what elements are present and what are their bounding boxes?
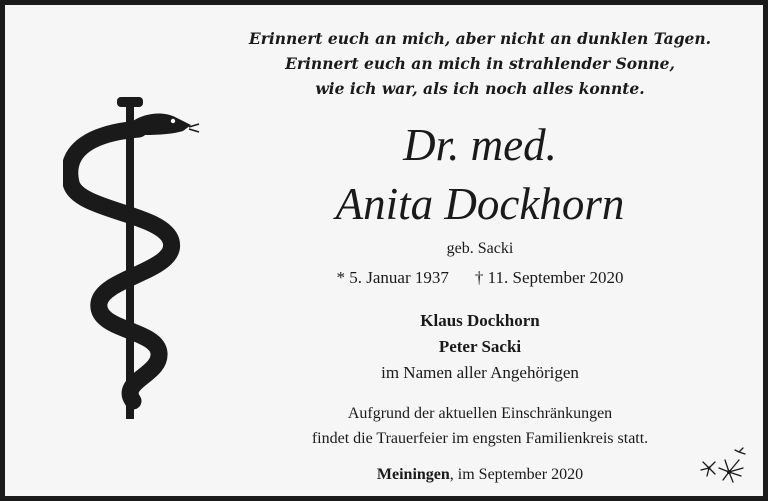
place-name: Meiningen — [376, 466, 450, 483]
death-date: † 11. September 2020 — [474, 268, 624, 287]
poem-line: wie ich war, als ich noch alles konnte. — [315, 79, 645, 98]
staff-of-asclepius-icon — [63, 91, 203, 421]
academic-title: Dr. med. — [403, 120, 557, 170]
birth-date: * 5. Januar 1937 — [336, 268, 449, 287]
flower-icon — [699, 446, 749, 484]
mourner-name: Peter Sacki — [438, 337, 522, 356]
maiden-name: geb. Sacki — [446, 240, 514, 257]
life-dates — [235, 269, 725, 286]
place-date-line — [235, 467, 725, 483]
date-text: , im September 2020 — [449, 466, 584, 483]
deceased-name: Anita Dockhorn — [335, 179, 625, 229]
on-behalf-text: im Namen aller Angehörigen — [381, 363, 579, 382]
mourner-name: Klaus Dockhorn — [420, 311, 540, 330]
notice-line: Aufgrund der aktuellen Einschränkungen — [347, 405, 613, 422]
memorial-poem — [235, 26, 725, 101]
poem-line: Erinnert euch an mich in strahlender Sonne, — [285, 54, 675, 73]
notice-line: findet die Trauerfeier im engsten Familienkreis statt. — [311, 430, 649, 447]
poem-line: Erinnert euch an mich, aber nicht an dunklen Tagen. — [248, 29, 712, 48]
